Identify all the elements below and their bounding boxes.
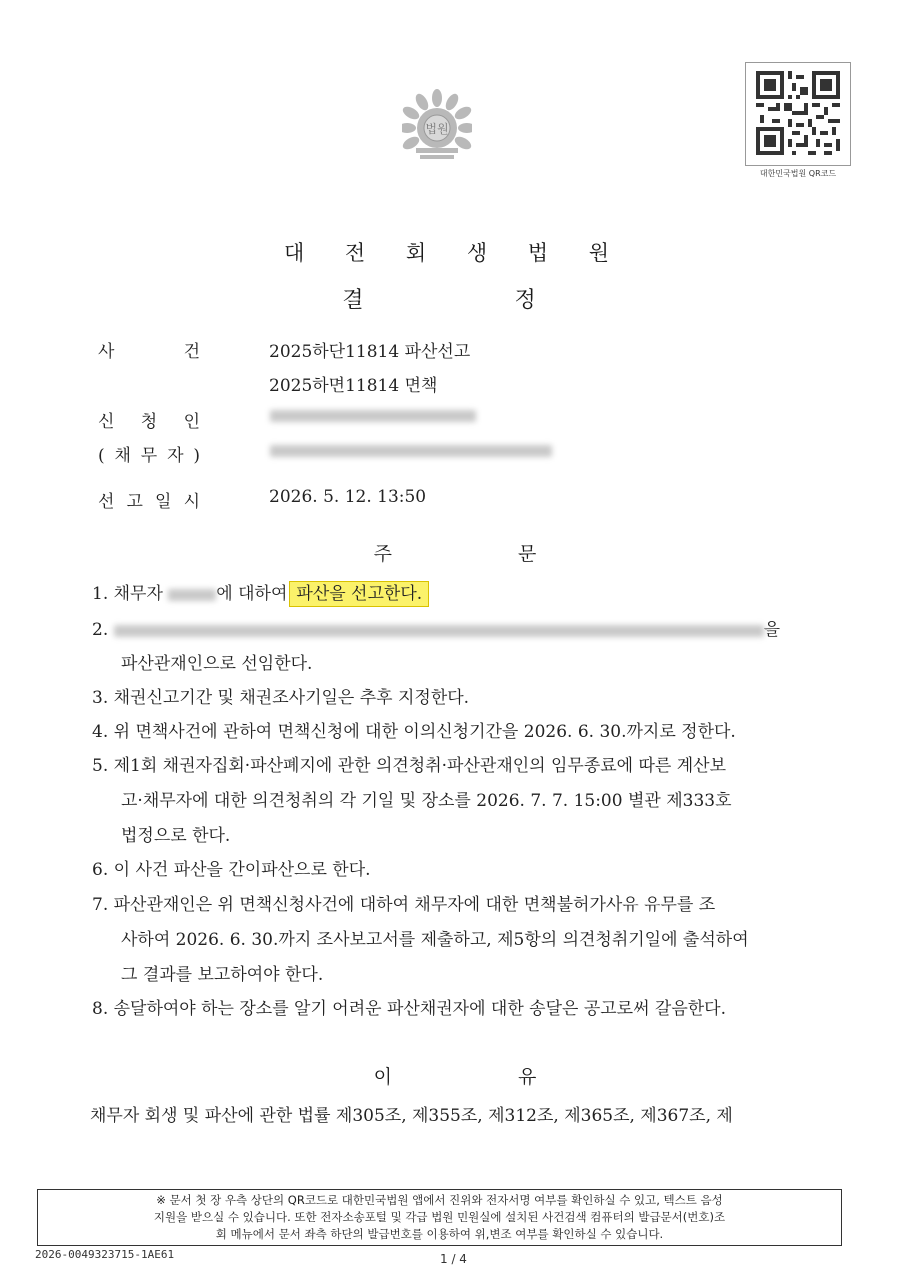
- case-number-discharge: 2025하면11814 면책: [269, 376, 438, 396]
- order-item-7-line-1: 7. 파산관재인은 위 면책신청사건에 대하여 채무자에 대한 면책불허가사유 유무를 조: [92, 895, 716, 915]
- court-emblem: [402, 88, 472, 164]
- applicant-label: 신 청 인: [98, 412, 200, 432]
- order-item-1-middle: 에 대하여: [216, 584, 288, 604]
- debtor-label: ( 채 무 자 ): [98, 446, 200, 466]
- order-item-6: 6. 이 사건 파산을 간이파산으로 한다.: [92, 860, 371, 880]
- reason-heading: 이 유: [373, 1066, 597, 1088]
- declaration-date: 2026. 5. 12. 13:50: [269, 487, 427, 507]
- order-item-4: 4. 위 면책사건에 관하여 면책신청에 대한 이의신청기간을 2026. 6. 30.까지로 정한다.: [92, 722, 736, 742]
- order-item-1: [92, 579, 429, 604]
- qr-code: [745, 62, 851, 166]
- order-heading: 주 문: [373, 543, 597, 565]
- order-item-1-prefix: 1. 채무자: [92, 584, 163, 604]
- order-item-7-line-2: 사하여 2026. 6. 30.까지 조사보고서를 제출하고, 제5항의 의견청취기일에 출석하여: [121, 930, 749, 950]
- case-number-bankruptcy: 2025하단11814 파산선고: [269, 342, 471, 362]
- debtor-address-redacted: [270, 445, 552, 457]
- order-item-2-continuation: 파산관재인으로 선임한다.: [121, 654, 313, 674]
- qr-code-icon: [756, 71, 840, 155]
- date-label: 선 고 일 시: [98, 492, 200, 512]
- notice-line-3: 회 메뉴에서 문서 좌측 하단의 발급번호를 이용하여 위,변조 여부를 확인하실 수 있습니다.: [215, 1227, 664, 1241]
- order-item-2-prefix: 2.: [92, 620, 109, 640]
- order-item-3: 3. 채권신고기간 및 채권조사기일은 추후 지정한다.: [92, 688, 470, 708]
- court-name: 대 전 회 생 법 원: [283, 241, 627, 265]
- issue-number: 2026-0049323715-1AE61: [35, 1248, 175, 1261]
- order-item-8: 8. 송달하여야 하는 장소를 알기 어려운 파산채권자에 대한 송달은 공고로써 갈음한다.: [92, 999, 727, 1019]
- order-item-5-line-1: 5. 제1회 채권자집회·파산폐지에 관한 의견청취·파산관재인의 임무종료에 따른 계산보: [92, 756, 727, 776]
- order-item-2: [92, 615, 780, 640]
- order-item-7-line-3: 그 결과를 보고하여야 한다.: [121, 965, 324, 985]
- emblem-text: 법원: [425, 122, 449, 136]
- order-item-2-suffix: 을: [763, 620, 781, 640]
- notice-line-2: 지원을 받으실 수 있습니다. 또한 전자소송포털 및 각급 법원 민원실에 설치된 사건검색 컴퓨터의 발급문서(번호)조: [153, 1210, 726, 1224]
- highlighted-text: 파산을 선고한다.: [289, 581, 429, 607]
- trustee-redacted: [114, 625, 764, 637]
- order-item-5-line-2: 고·채무자에 대한 의견청취의 각 기일 및 장소를 2026. 7. 7. 15:00 별관 제333호: [121, 791, 732, 811]
- reason-text: 채무자 회생 및 파산에 관한 법률 제305조, 제355조, 제312조, 제365조, 제367조, 제: [90, 1106, 733, 1126]
- notice-line-1: ※ 문서 첫 장 우측 상단의 QR코드로 대한민국법원 앱에서 진위와 전자서명 여부를 확인하실 수 있고, 텍스트 음성: [156, 1193, 723, 1207]
- debtor-name-redacted: [168, 589, 216, 601]
- page-number: 1 / 4: [440, 1252, 467, 1266]
- applicant-redacted: [270, 410, 476, 422]
- order-item-5-line-3: 법정으로 한다.: [121, 826, 231, 846]
- document-title: 결 정: [342, 288, 608, 313]
- qr-caption: 대한민국법원 QR코드: [759, 169, 837, 178]
- case-label: 사 건: [98, 342, 200, 362]
- verification-notice: [37, 1189, 842, 1246]
